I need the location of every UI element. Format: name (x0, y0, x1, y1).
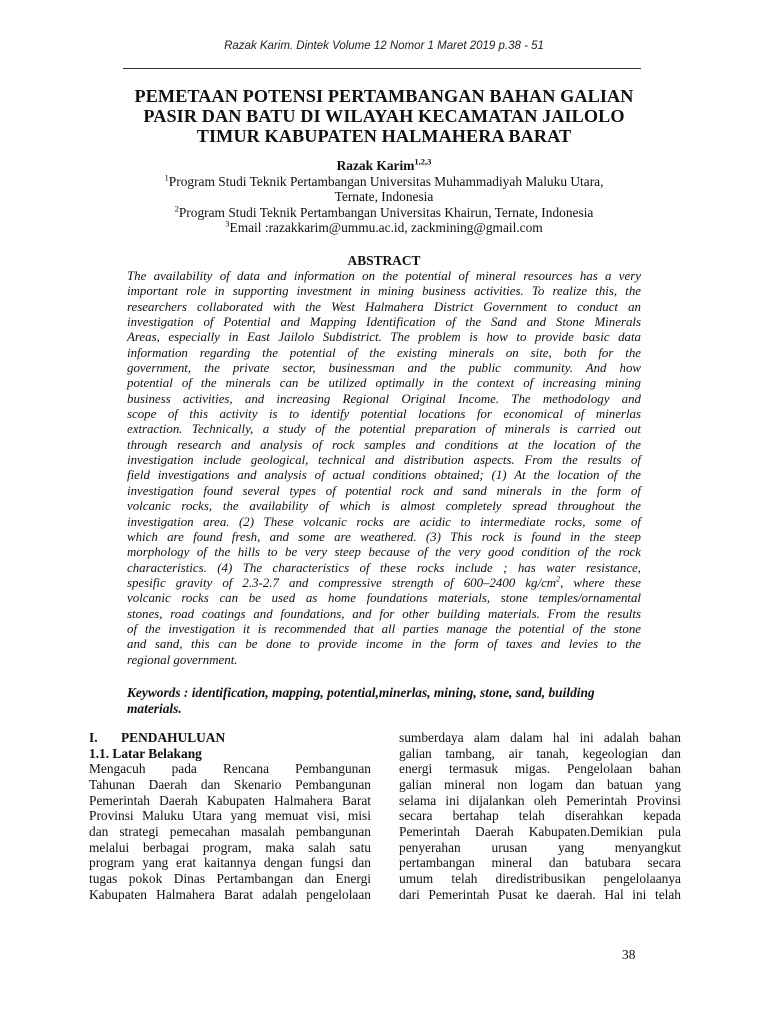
body-line: Mengacuh pada Rencana Pembangunan (89, 761, 371, 777)
body-line: selama ini dijalankan oleh Pemerintah Provinsi (399, 792, 681, 808)
body-column-left (89, 730, 371, 902)
abstract-line: stones, road coatings and foundations, and for other building materials. From the results (127, 606, 641, 621)
body-line: energi termasuk migas. Pengelolaan bahan (399, 761, 681, 777)
keywords-line: materials. (127, 700, 182, 716)
abstract-line: extraction. Technically, a study of the potential preparation of minerals is carried out (127, 422, 641, 437)
body-line: Tahunan Daerah dan Skenario Pembangunan (89, 776, 371, 792)
running-header: Razak Karim. Dintek Volume 12 Nomor 1 Maret 2019 p.38 - 51 (224, 40, 544, 52)
author-name: Razak Karim (336, 158, 415, 173)
abstract-line: The availability of data and information on the potential of mineral resources has a very (127, 269, 641, 283)
body-line: melalui berbagai program, maka salah satu (89, 839, 371, 855)
paper-title (100, 86, 668, 146)
abstract-line: government, the private sector, businessman and the public community. And how (127, 361, 641, 376)
body-line: penyerahan urusan yang menyangkut (399, 839, 681, 855)
abstract-line: through research and analysis of rock samples and conditions at the location of the (127, 437, 641, 452)
affiliation-1: $^1$Program Studi Teknik Pertambangan Universitas Muhammadiyah Maluku Utara, (164, 172, 604, 189)
abstract-line: volcanic rocks can be used as home foundations materials, stone temples/ornamental (127, 591, 641, 606)
abstract-line: and sand, this can be done to provide income in the form of taxes and levies to the (127, 637, 641, 652)
body-column-right (399, 730, 681, 902)
author-block (60, 158, 708, 236)
abstract-line: which are found fresh, and some are weathered. (3) This rock is found in the steep (127, 529, 641, 544)
affiliation-1-cont: Ternate, Indonesia (334, 189, 434, 205)
title-line: TIMUR KABUPATEN HALMAHERA BARAT (196, 126, 572, 146)
abstract-line: researchers collaborated with the West Halmahera District Government to conduct an (127, 299, 641, 314)
affiliation-3-email: $^3$Email :razakkarim@ummu.ac.id, zackmining@gmail.com (225, 218, 543, 236)
body-line: galian mineral non logam dan batuan yang (399, 776, 681, 792)
title-line: PEMETAAN POTENSI PERTAMBANGAN BAHAN GALIAN (134, 86, 634, 106)
page-number: 38 (622, 947, 636, 962)
body-line: secara bertahap telah diserahkan kepada (399, 808, 681, 824)
abstract-line: important role in supporting investment in mining business activities. To realize this, the (127, 284, 641, 299)
abstract-line: scope of this activity is to identify potential locations for economical of minerlas (127, 407, 641, 422)
abstract-line: information regarding the potential of the existing minerals on site, both for the (127, 345, 641, 360)
abstract-line: characteristics. (4) The characteristics of these rocks include ; has water resistance, (127, 560, 641, 575)
abstract-line: spesific gravity of 2.3-2.7 and compressive strength of 600–2400 $kg/cm^2$, where these (127, 574, 641, 590)
abstract-line: investigation area. (2) These volcanic rocks are acidic to intermediate rocks, some of (127, 514, 641, 529)
abstract-line: morphology of the hills to be very steep because of the very good condition of the rock (127, 545, 641, 560)
affiliation-2: $^2$Program Studi Teknik Pertambangan Universitas Khairun, Ternate, Indonesia (174, 203, 594, 220)
body-line: tugas pokok Dinas Pertambangan dan Energi (89, 870, 371, 886)
body-line: umum telah diredistribusikan pengelolaanya (399, 870, 681, 886)
abstract-line: field investigations and analysis of actual conditions obtained; (1) At the location of the (127, 468, 641, 483)
keywords (127, 685, 641, 716)
abstract-line: volcanic rocks, the availability of which is almost completely spread throughout the (127, 499, 641, 514)
header-rule (123, 68, 641, 69)
abstract-line: regional government. (127, 652, 238, 667)
abstract-line: investigation include geological, technical and distribution aspects. From the results of (127, 453, 641, 468)
body-line: Provinsi Maluku Utara yang memuat visi, misi (89, 808, 371, 824)
abstract-line: of the investigation it is recommended that all parties manage the potential of the stone (127, 621, 641, 636)
abstract-line: potential of the minerals can be utilized optimally in the context of increasing mining (127, 376, 641, 391)
abstract-body (127, 269, 641, 668)
keywords-line: Keywords : identification, mapping, potential,minerlas, mining, stone, sand, building (127, 685, 595, 700)
abstract-heading: ABSTRACT (347, 253, 421, 268)
body-line: Pemerintah Daerah Kabupaten Halmahera Barat (89, 792, 371, 808)
section-heading: I. PENDAHULUAN (89, 730, 226, 745)
body-line: Pemerintah Daerah Kabupaten.Demikian pula (399, 823, 681, 839)
subsection-heading: 1.1. Latar Belakang (89, 745, 202, 761)
abstract-line: Areas, especially in East Jailolo Subdistrict. The problem is how to provide basic data (127, 330, 641, 345)
abstract-line: investigation found several types of potential rock and sand minerals in the form of (127, 483, 641, 498)
body-line: dari Pemerintah Pusat ke daerah. Hal ini telah (399, 886, 681, 902)
title-line: PASIR DAN BATU DI WILAYAH KECAMATAN JAILOLO (143, 106, 625, 126)
body-line: pertambangan mineral dan batubara secara (399, 855, 681, 871)
body-line: galian tambang, air tanah, kegeologian dan (399, 745, 681, 761)
body-line: sumberdaya alam dalam hal ini adalah bahan (399, 730, 681, 745)
body-line: program yang erat kaitannya dengan fungsi dan (89, 855, 371, 871)
abstract-line: investigation of Potential and Mapping Identification of the Sand and Stone Minerals (127, 315, 641, 330)
body-line: Kabupaten Halmahera Barat adalah pengelolaan (89, 886, 371, 902)
body-line: dan strategi pemecahan masalah pembangunan (89, 823, 371, 839)
abstract-line: business activities, and increasing Regional Original Income. The methodology and (127, 391, 641, 406)
author-superscript: 1,2,3 (414, 156, 432, 167)
